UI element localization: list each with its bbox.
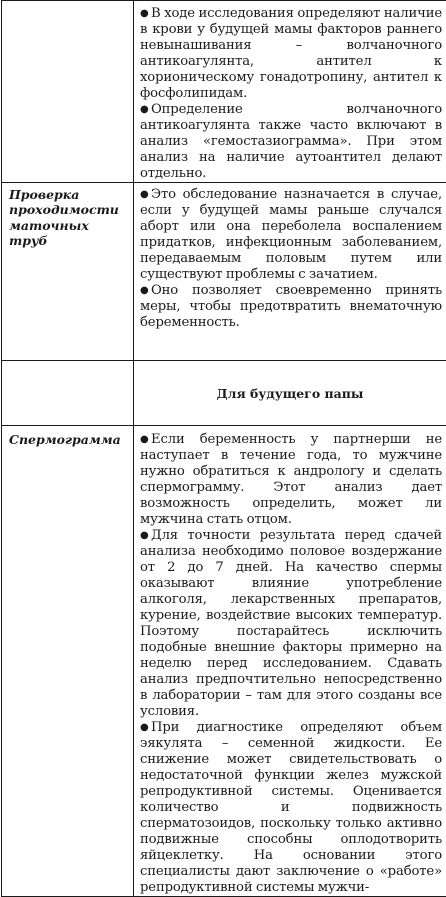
bullet-icon: ● (140, 102, 151, 118)
bullet-icon: ● (140, 187, 151, 203)
table-row (2, 1, 446, 183)
list-item: ● Это обследование назначается в случае, если у будущей мамы раньше случался аборт или она переболела воспалением придатков, инфекционным заболеванием, передаваемым половым путем или существуют проблемы с зачатием. (140, 187, 442, 283)
row-name-cell (2, 183, 134, 361)
list-item: ● Если беременность у партнерши не наступает в течение года, то мужчине нужно обратиться к андрологу и сделать спермограмму. Этот анализ дает возможность определить, может ли мужчина стать отцом. (140, 432, 442, 528)
bullet-icon: ● (140, 283, 151, 299)
row-name: Спермограмма (2, 426, 133, 447)
row-text-cell (134, 426, 446, 897)
bullet-icon: ● (140, 432, 151, 448)
row-text (134, 426, 446, 896)
row-name-cell (2, 361, 134, 426)
bullet-icon: ● (140, 720, 151, 736)
document-table (1, 0, 446, 897)
list-item: ● Определение волчаночного антикоагулянта также часто включают в анализ «гемостазиограмма». При этом анализ на наличие аутоантител делают отдельно. (140, 102, 442, 182)
row-text (134, 1, 446, 182)
list-item: ● При диагностике определяют объем эякулята – семенной жидкости. Ее снижение может свидетельствовать о недостаточной функции желез мужской репродуктивной системы. Оценивается количество и подвижность сперматозоидов, поскольку только активно подвижные способны оплодотворить яйцеклетку. На основании этого специалисты дают заключение о «работе» репродуктивной системы мужчи- (140, 720, 442, 896)
row-text-cell (134, 183, 446, 361)
row-text (134, 183, 446, 331)
table-row (2, 426, 446, 897)
list-item: ● В ходе исследования определяют наличие в крови у будущей мамы факторов раннего невынашивания – волчаночного антикоагулянта, антител к хорионическому гонадотропину, антител к фосфолипидам. (140, 6, 442, 102)
row-name-cell (2, 1, 134, 183)
section-title: Для будущего папы (134, 386, 446, 401)
bullet-icon: ● (140, 528, 151, 544)
table-row (2, 361, 446, 426)
list-item: ● Для точности результата перед сдачей анализа необходимо половое воздержание от 2 до 7 дней. На качество спермы оказывают влияние употребление алкоголя, лекарственных препаратов, курение, воздействие высоких температур. Поэтому постарайтесь исключить подобные внешние факторы примерно на неделю перед исследованием. Сдавать анализ предпочтительно непосредственно в лаборатории – там для этого созданы все условия. (140, 528, 442, 720)
row-name-cell (2, 426, 134, 897)
section-cell (134, 361, 446, 426)
row-text-cell (134, 1, 446, 183)
list-item: ● Оно позволяет своевременно принять меры, чтобы предотвратить внематочную беременность. (140, 283, 442, 331)
bullet-icon: ● (140, 6, 151, 22)
row-name: Проверка проходимости маточных труб (2, 183, 133, 249)
row-name (2, 1, 133, 5)
table-row (2, 183, 446, 361)
